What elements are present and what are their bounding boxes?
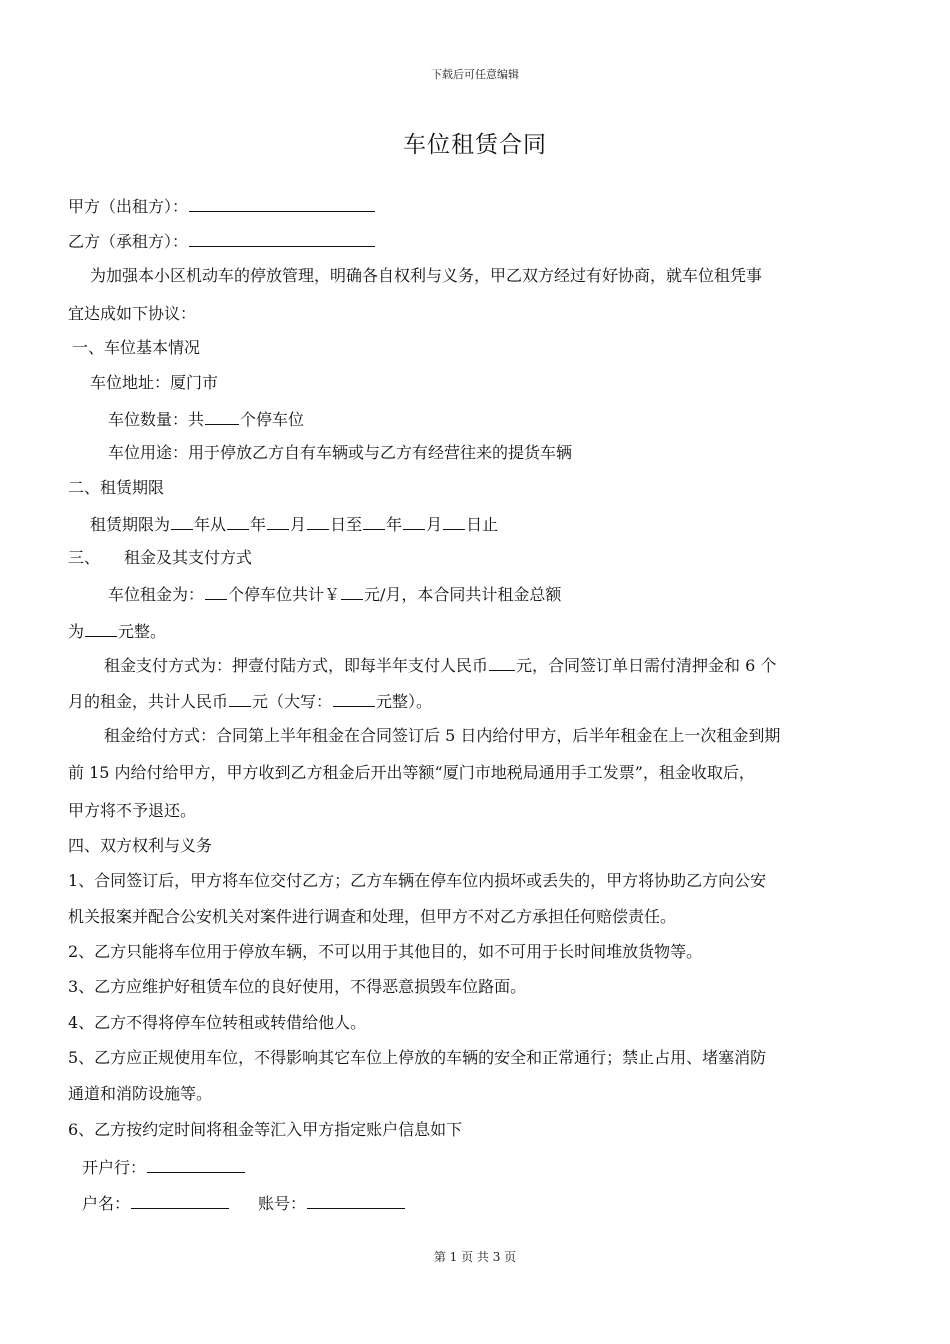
intro-line-2: 宜达成如下协议： — [68, 304, 197, 323]
clause-2: 2、乙方只能将车位用于停放车辆，不可以用于其他目的，如不可用于长时间堆放货物等。 — [68, 942, 703, 961]
parking-quantity-line — [108, 407, 304, 431]
section-2-heading: 二、租赁期限 — [68, 478, 165, 497]
clause-1-line-1: 1、合同签订后，甲方将车位交付乙方；乙方车辆在停车位内损坏或丢失的，甲方将协助乙方向公安 — [68, 871, 767, 890]
bank-line — [82, 1155, 246, 1179]
term-blank — [267, 512, 289, 530]
rent-text: 为 — [68, 622, 85, 641]
section-3-title: 租金及其支付方式 — [124, 548, 253, 567]
payment-text: 元整）。 — [376, 692, 433, 711]
bank-blank — [147, 1155, 245, 1173]
clause-4: 4、乙方不得将停车位转租或转借给他人。 — [68, 1013, 367, 1032]
page-footer: 第 1 页 共 3 页 — [433, 1250, 517, 1264]
payment-text: 租金支付方式为：押壹付陆方式，即每半年支付人民币 — [104, 656, 489, 675]
payment-line-2 — [68, 689, 432, 713]
lease-term-line — [90, 512, 498, 536]
payment-text: 元，合同签订单日需付清押金和 6 个 — [516, 656, 777, 675]
header-note: 下载后可任意编辑 — [431, 68, 519, 81]
rent-total-blank — [85, 619, 117, 637]
section-1-heading: 一、车位基本情况 — [72, 338, 201, 357]
account-line — [82, 1191, 406, 1215]
party-b-line — [68, 229, 376, 253]
term-text: 月 — [290, 515, 307, 534]
bank-label: 开户行： — [82, 1158, 147, 1177]
term-text: 年 — [386, 515, 403, 534]
party-a-line — [68, 194, 376, 218]
term-blank — [307, 512, 329, 530]
rent-text: 元/月，本合同共计租金总额 — [364, 585, 562, 604]
term-text: 年从 — [194, 515, 227, 534]
clause-6: 6、乙方按约定时间将租金等汇入甲方指定账户信息如下 — [68, 1120, 463, 1139]
term-text: 月 — [426, 515, 443, 534]
term-text: 日至 — [330, 515, 363, 534]
term-blank — [227, 512, 249, 530]
section-4-heading: 四、双方权利与义务 — [68, 836, 213, 855]
term-blank — [171, 512, 193, 530]
term-blank — [443, 512, 465, 530]
clause-3: 3、乙方应维护好租赁车位的良好使用，不得恶意损毁车位路面。 — [68, 977, 527, 996]
parking-address: 车位地址：厦门市 — [90, 373, 219, 392]
give-line-1: 租金给付方式：合同第上半年租金在合同签订后 5 日内给付甲方，后半年租金在上一次租金到期 — [104, 726, 781, 745]
document-title: 车位租赁合同 — [403, 132, 547, 158]
quantity-blank — [205, 407, 239, 425]
payment-text: 元（大写： — [252, 692, 333, 711]
payment-blank — [333, 689, 375, 707]
term-blank — [363, 512, 385, 530]
rent-total-line — [68, 619, 166, 643]
intro-line-1: 为加强本小区机动车的停放管理，明确各自权利与义务，甲乙双方经过有好协商，就车位租凭事 — [90, 266, 763, 285]
rent-blank — [205, 582, 227, 600]
term-text: 年 — [250, 515, 267, 534]
term-blank — [403, 512, 425, 530]
payment-blank — [229, 689, 251, 707]
clause-5-line-2: 通道和消防设施等。 — [68, 1084, 213, 1103]
payment-blank — [489, 653, 515, 671]
party-a-blank — [189, 194, 375, 212]
give-line-3: 甲方将不予退还。 — [68, 801, 197, 820]
rent-text: 元整。 — [118, 622, 167, 641]
quantity-unit: 个停车位 — [240, 410, 305, 429]
term-text: 租赁期限为 — [90, 515, 171, 534]
party-a-label: 甲方（出租方）： — [68, 197, 189, 216]
rent-line — [108, 582, 561, 606]
rent-text: 车位租金为： — [108, 585, 205, 604]
section-3-heading — [68, 547, 252, 569]
give-line-2: 前 15 内给付给甲方，甲方收到乙方租金后开出等额“厦门市地税局通用手工发票”，租金收取后， — [68, 763, 755, 782]
term-text: 日止 — [466, 515, 499, 534]
account-no-blank — [307, 1191, 405, 1209]
clause-1-line-2: 机关报案并配合公安机关对案件进行调查和处理，但甲方不对乙方承担任何赔偿责任。 — [68, 907, 677, 926]
payment-text: 月的租金，共计人民币 — [68, 692, 229, 711]
rent-text: 个停车位共计￥ — [228, 585, 341, 604]
parking-use: 车位用途：用于停放乙方自有车辆或与乙方有经营往来的提货车辆 — [108, 443, 573, 462]
payment-line-1 — [104, 653, 776, 677]
clause-5-line-1: 5、乙方应正规使用车位，不得影响其它车位上停放的车辆的安全和正常通行；禁止占用、堵塞消防 — [68, 1048, 767, 1067]
section-3-number: 三、 — [68, 548, 101, 567]
account-name-label: 户名： — [82, 1194, 131, 1213]
party-b-blank — [189, 229, 375, 247]
party-b-label: 乙方（承租方）： — [68, 232, 189, 251]
account-name-blank — [131, 1191, 229, 1209]
account-no-label: 账号： — [258, 1194, 307, 1213]
rent-blank — [341, 582, 363, 600]
quantity-label: 车位数量：共 — [108, 410, 205, 429]
